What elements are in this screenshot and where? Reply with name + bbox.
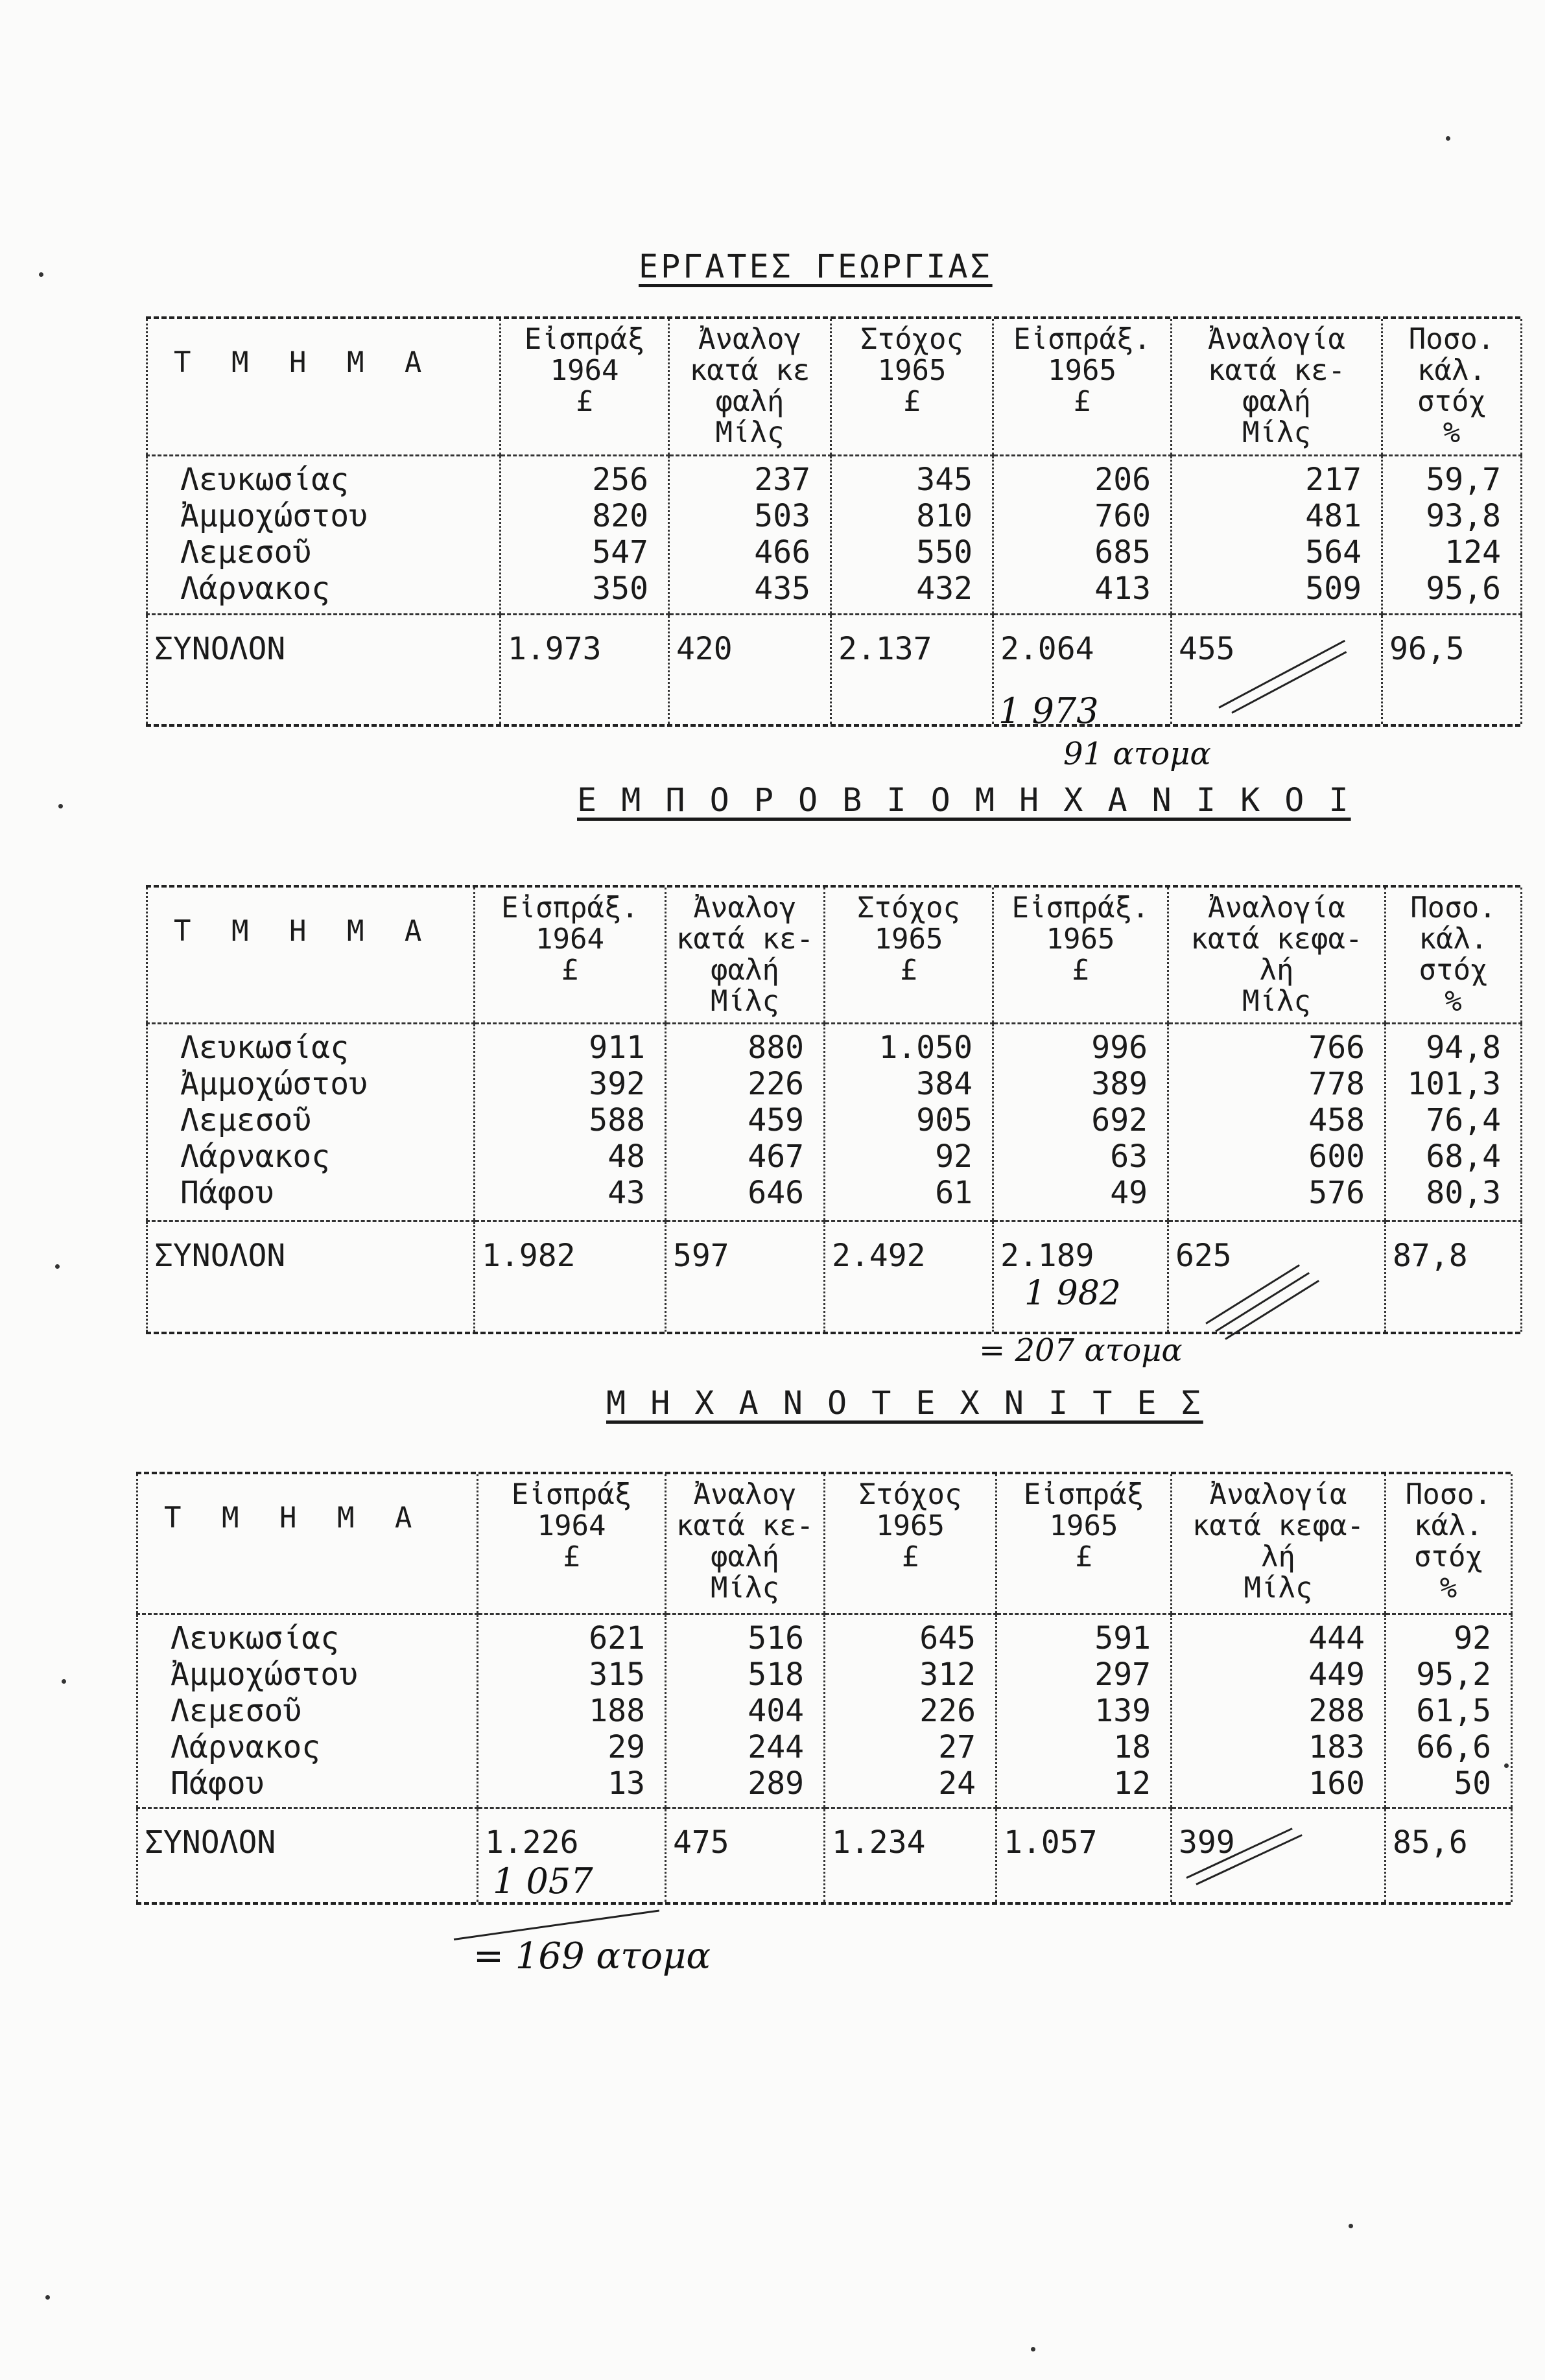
table-cell: 518 <box>748 1656 804 1693</box>
scan-speck <box>1504 1763 1509 1768</box>
table-cell: 564 <box>1305 534 1362 571</box>
table-cell: 692 <box>1091 1102 1148 1138</box>
table-cell: 550 <box>916 534 973 571</box>
table-cell: 413 <box>1094 570 1151 607</box>
table-cell: 237 <box>754 461 810 498</box>
header-tmima: Τ Μ Η Μ Α <box>147 319 501 455</box>
header-analogia-1965: Ἀναλογία κατά κεφα- λή Μίλς <box>1168 888 1386 1024</box>
handwritten-note: 1 057 <box>493 1861 593 1902</box>
table-cell: 101,3 <box>1407 1066 1501 1102</box>
header-eispraxeis-1964: Εἰσπράξ. 1964 £ <box>475 888 666 1024</box>
total-cell: 420 <box>669 614 831 724</box>
table-cell: 50 <box>1454 1765 1491 1802</box>
district-names <box>147 1024 475 1221</box>
scan-speck <box>58 804 63 808</box>
table-cell: 49 <box>1110 1175 1148 1211</box>
table-cell: 95,2 <box>1416 1656 1491 1693</box>
district-name: Λάρνακος <box>180 1138 331 1175</box>
table-cell: 481 <box>1305 497 1362 534</box>
district-name: Λεμεσοῦ <box>180 1102 312 1138</box>
scan-speck <box>1446 136 1450 141</box>
scan-speck <box>62 1679 66 1684</box>
table-cell: 432 <box>916 570 973 607</box>
table-cell: 1.050 <box>879 1030 973 1066</box>
header-eispraxeis-1965: Εἰσπράξ. 1965 £ <box>993 888 1168 1024</box>
table-cell: 760 <box>1094 497 1151 534</box>
total-cell: 1.982 <box>475 1221 666 1332</box>
section-title-emporobiomixanikoi: Ε Μ Π Ο Ρ Ο Β Ι Ο Μ Η Χ Α Ν Ι Κ Ο Ι <box>577 781 1351 819</box>
column-analogia-1964 <box>666 1024 825 1221</box>
table-cell: 76,4 <box>1426 1102 1501 1138</box>
table-cell: 766 <box>1308 1030 1365 1066</box>
table-cell: 315 <box>589 1656 645 1693</box>
header-analogia-1964: Ἀναλογ κατά κε φαλή Μίλς <box>669 319 831 455</box>
district-name: Πάφου <box>171 1765 265 1802</box>
total-label: ΣΥΝΟΛΟΝ <box>147 1221 475 1332</box>
table-cell: 183 <box>1308 1728 1365 1765</box>
table-cell: 18 <box>1113 1728 1151 1765</box>
table-cell: 124 <box>1445 534 1501 571</box>
total-cell: 1.057 <box>997 1808 1172 1902</box>
header-analogia-1965: Ἀναλογία κατά κε- φαλή Μίλς <box>1172 319 1382 455</box>
scan-speck <box>1349 2224 1353 2228</box>
header-stoxos-1965: Στόχος 1965 £ <box>831 319 993 455</box>
scan-speck <box>39 272 43 277</box>
scan-speck <box>1031 2347 1035 2351</box>
column-stoxos-1965 <box>825 1614 997 1808</box>
total-cell: 399 <box>1172 1808 1386 1902</box>
table-cell: 48 <box>607 1138 645 1175</box>
column-analogia-1964 <box>669 455 831 614</box>
column-eispraxeis-1964 <box>478 1614 666 1808</box>
total-cell: 2.137 <box>831 614 993 724</box>
table-cell: 503 <box>754 497 810 534</box>
district-names <box>147 455 501 614</box>
handwritten-note: = 169 ατομα <box>473 1935 711 1977</box>
table-cell: 226 <box>919 1692 976 1729</box>
column-eispraxeis-1964 <box>475 1024 666 1221</box>
table-cell: 43 <box>607 1175 645 1211</box>
district-name: Λευκωσίας <box>171 1620 340 1656</box>
table-cell: 345 <box>916 461 973 498</box>
header-pososto: Ποσο. κάλ. στόχ % <box>1386 888 1522 1024</box>
table-cell: 226 <box>748 1066 804 1102</box>
table-cell: 389 <box>1091 1066 1148 1102</box>
table-cell: 547 <box>592 534 648 571</box>
total-cell: 96,5 <box>1382 614 1522 724</box>
table-emporobiomixanikoi <box>146 885 1520 1334</box>
district-name: Λάρνακος <box>180 570 331 607</box>
column-pososto <box>1386 1614 1512 1808</box>
table-cell: 350 <box>592 570 648 607</box>
total-cell: 2.064 <box>993 614 1172 724</box>
district-name: Λευκωσίας <box>180 1030 349 1066</box>
table-ergates-georgias <box>146 316 1520 727</box>
table-cell: 880 <box>748 1030 804 1066</box>
scan-speck <box>45 2295 50 2300</box>
table-mixanotexnites <box>136 1472 1511 1905</box>
table-cell: 61,5 <box>1416 1692 1491 1729</box>
total-label: ΣΥΝΟΛΟΝ <box>137 1808 478 1902</box>
section-title-mixanotexnites: Μ Η Χ Α Ν Ο Τ Ε Χ Ν Ι Τ Ε Σ <box>606 1384 1203 1422</box>
table-cell: 297 <box>1094 1656 1151 1693</box>
table-cell: 778 <box>1308 1066 1365 1102</box>
total-cell: 455 <box>1172 614 1382 724</box>
header-pososto: Ποσο. κάλ. στόχ % <box>1386 1474 1512 1614</box>
total-cell: 85,6 <box>1386 1808 1512 1902</box>
district-name: Λευκωσίας <box>180 461 349 498</box>
handwritten-note: = 207 ατομα <box>979 1332 1183 1369</box>
table-cell: 576 <box>1308 1175 1365 1211</box>
column-eispraxeis-1965 <box>997 1614 1172 1808</box>
header-eispraxeis-1964: Εἰσπράξ 1964 £ <box>501 319 669 455</box>
table-cell: 92 <box>1454 1620 1491 1656</box>
table-cell: 68,4 <box>1426 1138 1501 1175</box>
header-eispraxeis-1965: Εἰσπράξ. 1965 £ <box>993 319 1172 455</box>
table-cell: 92 <box>935 1138 973 1175</box>
header-stoxos-1965: Στόχος 1965 £ <box>825 1474 997 1614</box>
header-tmima: Τ Μ Η Μ Α <box>137 1474 478 1614</box>
table-cell: 467 <box>748 1138 804 1175</box>
total-cell: 87,8 <box>1386 1221 1522 1332</box>
total-label: ΣΥΝΟΛΟΝ <box>147 614 501 724</box>
table-cell: 12 <box>1113 1765 1151 1802</box>
table-cell: 392 <box>589 1066 645 1102</box>
table-cell: 61 <box>935 1175 973 1211</box>
district-name: Ἀμμοχώστου <box>180 497 368 534</box>
total-cell: 625 <box>1168 1221 1386 1332</box>
district-name: Ἀμμοχώστου <box>171 1656 358 1693</box>
total-cell: 1.226 <box>478 1808 666 1902</box>
table-cell: 188 <box>589 1692 645 1729</box>
header-tmima: Τ Μ Η Μ Α <box>147 888 475 1024</box>
table-cell: 435 <box>754 570 810 607</box>
district-name: Λεμεσοῦ <box>180 534 312 571</box>
district-name: Λεμεσοῦ <box>171 1692 302 1729</box>
column-eispraxeis-1964 <box>501 455 669 614</box>
table-cell: 449 <box>1308 1656 1365 1693</box>
column-analogia-1965 <box>1168 1024 1386 1221</box>
table-cell: 289 <box>748 1765 804 1802</box>
column-stoxos-1965 <box>831 455 993 614</box>
table-cell: 63 <box>1110 1138 1148 1175</box>
header-analogia-1964: Ἀναλογ κατά κε- φαλή Μίλς <box>666 888 825 1024</box>
table-cell: 466 <box>754 534 810 571</box>
table-cell: 95,6 <box>1426 570 1501 607</box>
handwritten-note: 1 973 <box>998 690 1099 731</box>
district-name: Πάφου <box>180 1175 274 1211</box>
total-cell: 1.973 <box>501 614 669 724</box>
column-eispraxeis-1965 <box>993 1024 1168 1221</box>
table-cell: 810 <box>916 497 973 534</box>
table-cell: 206 <box>1094 461 1151 498</box>
table-cell: 66,6 <box>1416 1728 1491 1765</box>
table-cell: 94,8 <box>1426 1030 1501 1066</box>
table-cell: 256 <box>592 461 648 498</box>
table-cell: 621 <box>589 1620 645 1656</box>
table-cell: 820 <box>592 497 648 534</box>
table-cell: 93,8 <box>1426 497 1501 534</box>
column-pososto <box>1382 455 1522 614</box>
header-eispraxeis-1964: Εἰσπράξ 1964 £ <box>478 1474 666 1614</box>
column-eispraxeis-1965 <box>993 455 1172 614</box>
table-cell: 685 <box>1094 534 1151 571</box>
column-pososto <box>1386 1024 1522 1221</box>
table-cell: 645 <box>919 1620 976 1656</box>
table-cell: 600 <box>1308 1138 1365 1175</box>
table-cell: 139 <box>1094 1692 1151 1729</box>
table-cell: 911 <box>589 1030 645 1066</box>
table-cell: 458 <box>1308 1102 1365 1138</box>
total-cell: 1.234 <box>825 1808 997 1902</box>
table-cell: 312 <box>919 1656 976 1693</box>
header-analogia-1964: Ἀναλογ κατά κε- φαλή Μίλς <box>666 1474 825 1614</box>
table-cell: 646 <box>748 1175 804 1211</box>
header-analogia-1965: Ἀναλογία κατά κεφα- λή Μίλς <box>1172 1474 1386 1614</box>
district-name: Λάρνακος <box>171 1728 321 1765</box>
total-cell: 2.492 <box>825 1221 993 1332</box>
table-cell: 591 <box>1094 1620 1151 1656</box>
table-cell: 24 <box>938 1765 976 1802</box>
table-cell: 80,3 <box>1426 1175 1501 1211</box>
table-cell: 516 <box>748 1620 804 1656</box>
handwritten-note: 91 ατομα <box>1063 736 1211 772</box>
table-cell: 459 <box>748 1102 804 1138</box>
section-title-ergates-georgias: ΕΡΓΑΤΕΣ ΓΕΩΡΓΙΑΣ <box>639 248 993 285</box>
table-cell: 244 <box>748 1728 804 1765</box>
column-stoxos-1965 <box>825 1024 993 1221</box>
table-cell: 588 <box>589 1102 645 1138</box>
table-cell: 29 <box>607 1728 645 1765</box>
header-pososto: Ποσο. κάλ. στόχ % <box>1382 319 1522 455</box>
table-cell: 288 <box>1308 1692 1365 1729</box>
table-cell: 905 <box>916 1102 973 1138</box>
handwritten-note: 1 982 <box>1024 1274 1121 1313</box>
table-cell: 27 <box>938 1728 976 1765</box>
district-names <box>137 1614 478 1808</box>
column-analogia-1965 <box>1172 1614 1386 1808</box>
table-cell: 59,7 <box>1426 461 1501 498</box>
total-cell: 597 <box>666 1221 825 1332</box>
total-cell: 475 <box>666 1808 825 1902</box>
table-cell: 444 <box>1308 1620 1365 1656</box>
table-cell: 160 <box>1308 1765 1365 1802</box>
total-cell: 2.189 <box>993 1221 1168 1332</box>
table-cell: 996 <box>1091 1030 1148 1066</box>
table-cell: 217 <box>1305 461 1362 498</box>
table-cell: 13 <box>607 1765 645 1802</box>
table-cell: 384 <box>916 1066 973 1102</box>
table-cell: 509 <box>1305 570 1362 607</box>
scan-speck <box>55 1264 60 1269</box>
header-stoxos-1965: Στόχος 1965 £ <box>825 888 993 1024</box>
column-analogia-1965 <box>1172 455 1382 614</box>
table-cell: 404 <box>748 1692 804 1729</box>
header-eispraxeis-1965: Εἰσπράξ 1965 £ <box>997 1474 1172 1614</box>
column-analogia-1964 <box>666 1614 825 1808</box>
district-name: Ἀμμοχώστου <box>180 1066 368 1102</box>
